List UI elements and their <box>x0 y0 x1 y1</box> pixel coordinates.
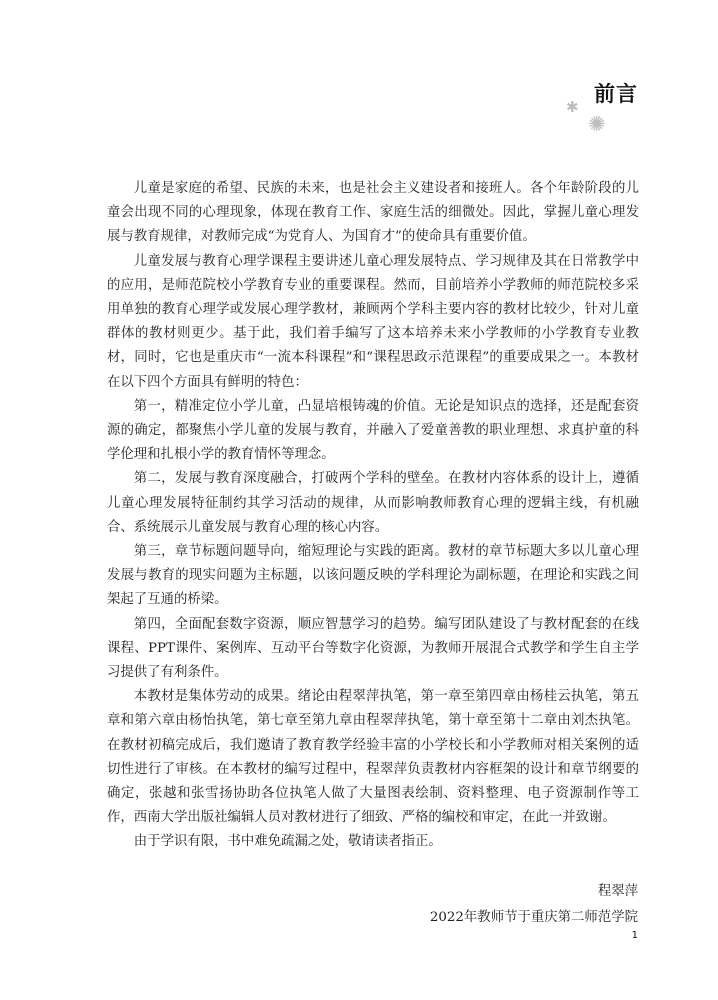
paragraph: 儿童发展与教育心理学课程主要讲述儿童心理发展特点、学习规律及其在日常教学中的应用，是师范院校小学教育专业的重要课程。然而，目前培养小学教师的师范院校多采用单独的教育心理学或发展心理学教材，兼顾两个学科主要内容的教材比较少，针对儿童群体的教材则更少。基于此，我们着手编写了这本培养未来小学教师的小学教育专业教材，同时，它也是重庆市“一流本科课程”和“课程思政示范课程”的重要成果之一。本教材在以下四个方面具有鲜明的特色： <box>107 253 639 390</box>
preface-body <box>107 177 639 855</box>
paragraph: 由于学识有限，书中难免疏漏之处，敬请读者指正。 <box>133 834 442 850</box>
paragraph: 第一，精准定位小学儿童，凸显培根铸魂的价值。无论是知识点的选择，还是配套资源的确定，都聚焦小学儿童的发展与教育，并融入了爱童善教的职业理想、求真护童的科学伦理和扎根小学的教育情怀等理念。 <box>107 398 639 463</box>
page-number: 1 <box>631 930 638 941</box>
signature-date-place: 2022年教师节于重庆第二师范学院 <box>429 910 638 925</box>
page-title: 前言 <box>594 82 638 106</box>
author-signature: 程翠萍 <box>597 884 638 899</box>
paragraph: 本教材是集体劳动的成果。绪论由程翠萍执笔，第一章至第四章由杨桂云执笔，第五章和第六章由杨怡执笔，第七章至第九章由程翠萍执笔，第十章至第十二章由刘杰执笔。在教材初稿完成后，我们邀请了教育教学经验丰富的小学校长和小学教师对相关案例的适切性进行了审核。在本教材的编写过程中，程翠萍负责教材内容框架的设计和章节纲要的确定，张越和张雪扬协助各位执笔人做了大量图表绘制、资料整理、电子资源制作等工作，西南大学出版社编辑人员对教材进行了细致、严格的编校和审定，在此一并致谢。 <box>107 689 639 826</box>
snowflake-icon: ✺ <box>588 112 606 136</box>
snowflake-icon: ✱ <box>566 98 579 116</box>
paragraph: 第二，发展与教育深度融合，打破两个学科的壁垒。在教材内容体系的设计上，遵循儿童心理发展特征制约其学习活动的规律，从而影响教师教育心理的逻辑主线，有机融合、系统展示儿童发展与教育心理的核心内容。 <box>107 471 639 535</box>
paragraph: 儿童是家庭的希望、民族的未来，也是社会主义建设者和接班人。各个年龄阶段的儿童会出现不同的心理现象，体现在教育工作、家庭生活的细微处。因此，掌握儿童心理发展与教育规律，对教师完成“为党育人、为国育才”的使命具有重要价值。 <box>107 181 639 245</box>
paragraph: 第四，全面配套数字资源，顺应智慧学习的趋势。编写团队建设了与教材配套的在线课程、PPT课件、案例库、互动平台等数字化资源，为教师开展混合式教学和学生自主学习提供了有利条件。 <box>107 616 639 681</box>
paragraph: 第三，章节标题问题导向，缩短理论与实践的距离。教材的章节标题大多以儿童心理发展与教育的现实问题为主标题，以该问题反映的学科理论为副标题，在理论和实践之间架起了互通的桥梁。 <box>107 544 639 608</box>
